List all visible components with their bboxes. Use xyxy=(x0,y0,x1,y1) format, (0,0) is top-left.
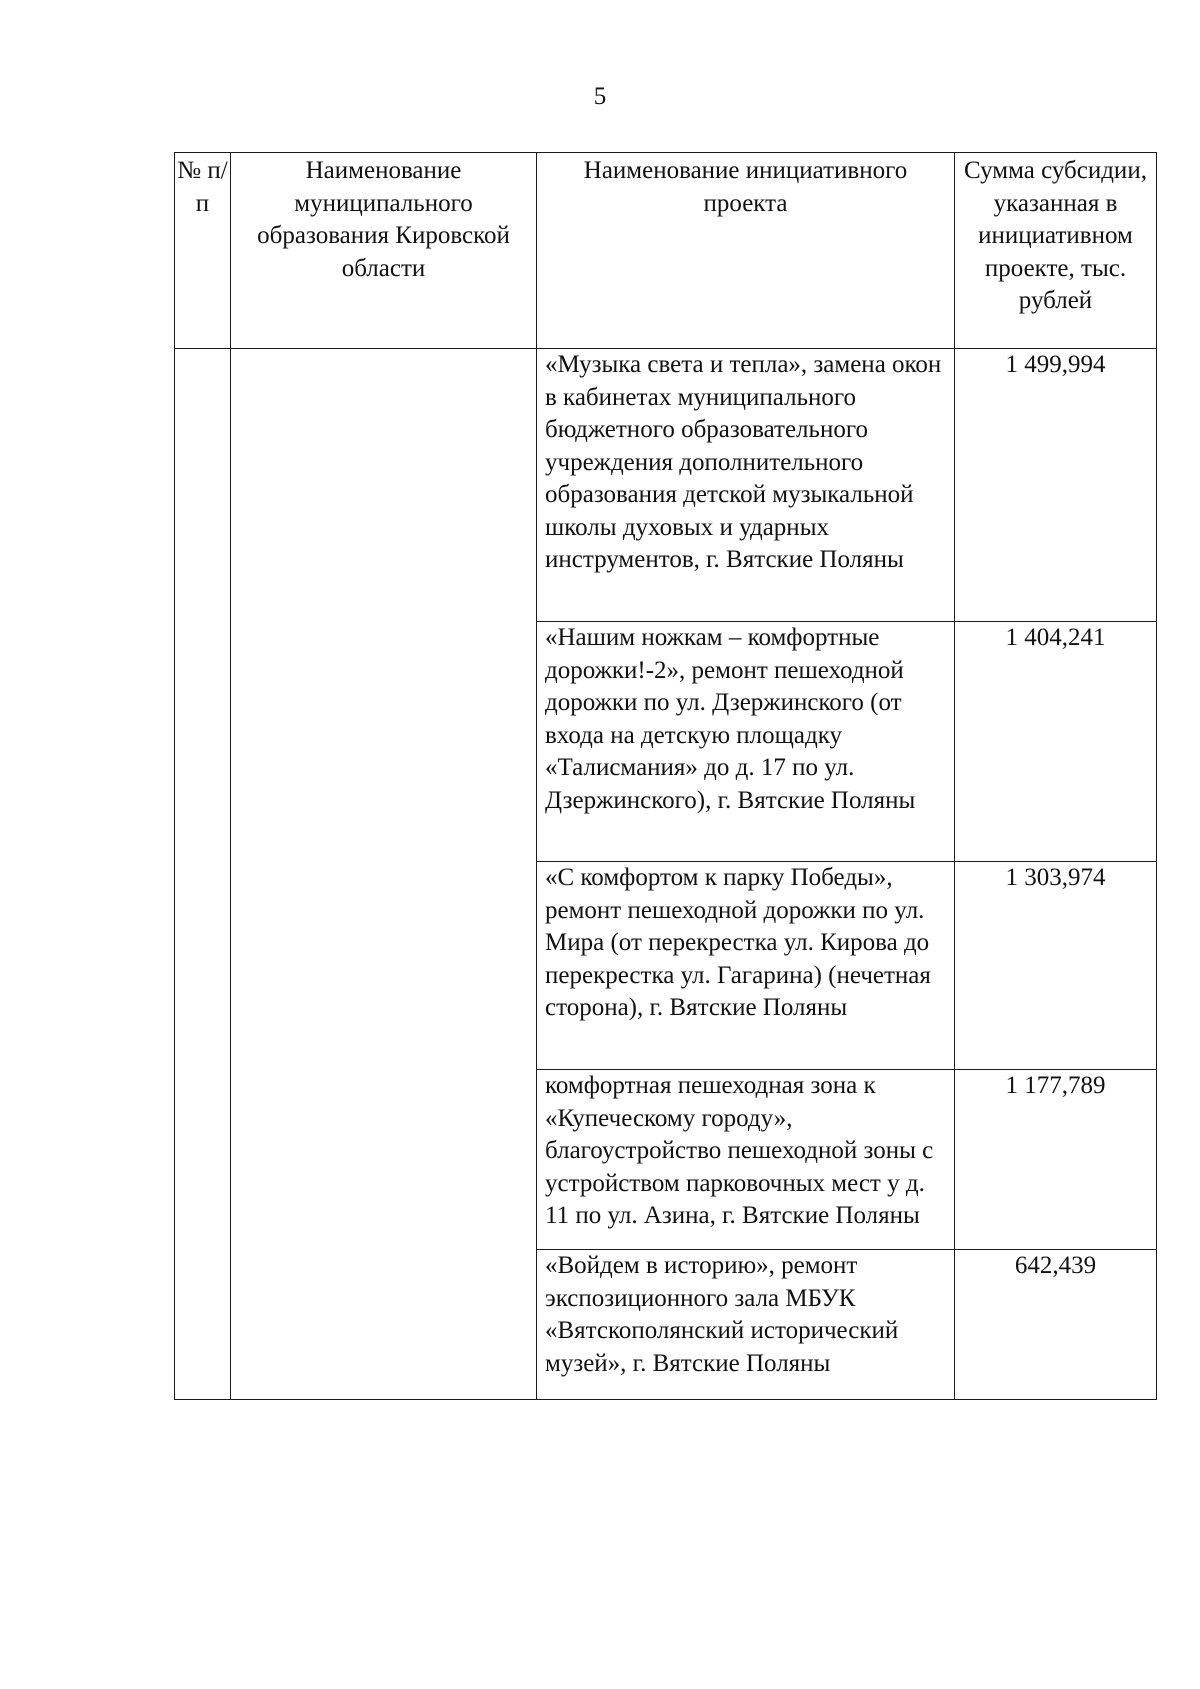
project-name-cell: «Войдем в историю», ремонт экспозиционного зала МБУК «Вятскополянский исторический музей», г. Вятские Поляны xyxy=(537,1250,955,1400)
table-row xyxy=(175,349,1157,622)
header-project: Наименование инициативного проекта xyxy=(537,153,955,349)
page-number: 5 xyxy=(593,83,607,110)
subsidy-sum-cell: 642,439 xyxy=(955,1250,1157,1400)
subsidy-sum-cell: 1 499,994 xyxy=(955,349,1157,622)
header-row xyxy=(175,153,1157,349)
header-sum: Сумма субсидии, указанная в инициативном проекте, тыс. рублей xyxy=(955,153,1157,349)
subsidy-sum-cell: 1 404,241 xyxy=(955,622,1157,862)
table-body xyxy=(175,349,1157,1400)
subsidy-table xyxy=(174,152,1157,1400)
subsidy-sum-cell: 1 303,974 xyxy=(955,862,1157,1070)
project-name-cell: «С комфортом к парку Победы», ремонт пешеходной дорожки по ул. Мира (от перекрестка ул. Кирова до перекрестка ул. Гагарина) (нечетная сторона), г. Вятские Поляны xyxy=(537,862,955,1070)
municipality-cell xyxy=(231,349,537,1400)
row-num-cell xyxy=(175,349,231,1400)
header-municipality: Наименование муниципального образования Кировской области xyxy=(231,153,537,349)
project-name-cell: «Нашим ножкам – комфортные дорожки!-2», ремонт пешеходной дорожки по ул. Дзержинского (от входа на детскую площадку «Талисмания» до д. 17 по ул. Дзержинского), г. Вятские Поляны xyxy=(537,622,955,862)
project-name-cell: «Музыка света и тепла», замена окон в кабинетах муниципального бюджетного образовательного учреждения дополнительного образования детской музыкальной школы духовых и ударных инструментов, г. Вятские Поляны xyxy=(537,349,955,622)
project-name-cell: комфортная пешеходная зона к «Купеческому городу», благоустройство пешеходной зоны с устройством парковочных мест у д. 11 по ул. Азина, г. Вятские Поляны xyxy=(537,1070,955,1250)
table-header xyxy=(175,153,1157,349)
header-num: № п/п xyxy=(175,153,231,349)
subsidy-sum-cell: 1 177,789 xyxy=(955,1070,1157,1250)
